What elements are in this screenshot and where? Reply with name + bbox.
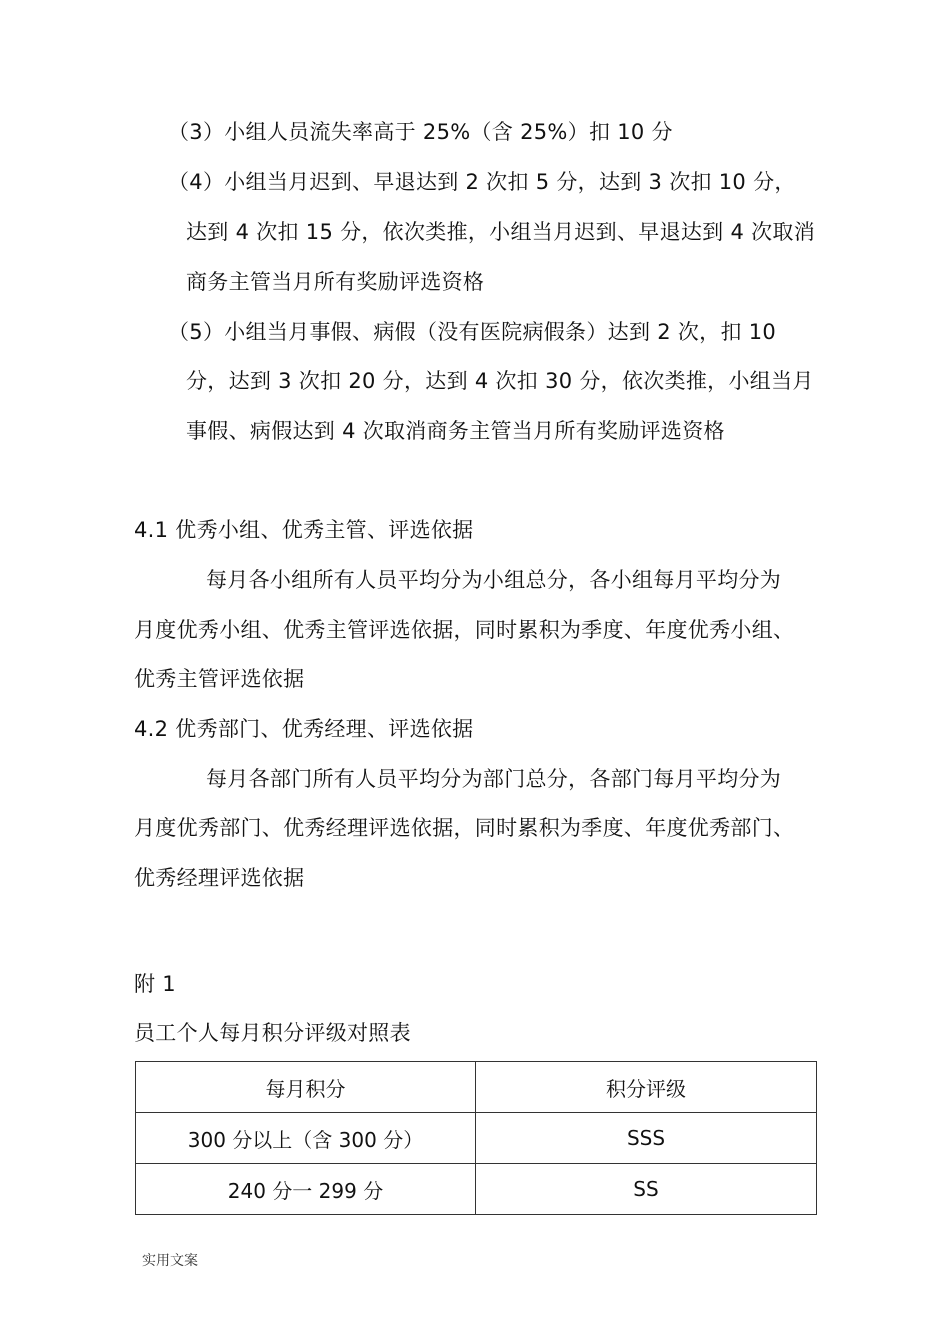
score-rating-table [135, 1061, 817, 1215]
item-5-line-3: 事假、病假达到 4 次取消商务主管当月所有奖励评选资格 [186, 419, 725, 443]
table-title: 员工个人每月积分评级对照表 [134, 1021, 411, 1045]
item-4-line-1: （4）小组当月迟到、早退达到 2 次扣 5 分，达到 3 次扣 10 分， [168, 170, 796, 194]
section-4-2-line-1: 每月各部门所有人员平均分为部门总分，各部门每月平均分为 [206, 767, 782, 791]
item-5-line-1: （5）小组当月事假、病假（没有医院病假条）达到 2 次，扣 10 [168, 320, 777, 344]
page-footer: 实用文案 [142, 1253, 198, 1269]
cell-score: 300 分以上（含 300 分） [136, 1113, 476, 1164]
cell-rating: SSS [476, 1113, 817, 1164]
table-header-row [136, 1062, 817, 1113]
section-4-1-line-3: 优秀主管评选依据 [134, 667, 305, 691]
section-4-1-line-2: 月度优秀小组、优秀主管评选依据，同时累积为季度、年度优秀小组、 [134, 618, 795, 642]
section-4-2-line-3: 优秀经理评选依据 [134, 866, 305, 890]
section-4-2-line-2: 月度优秀部门、优秀经理评选依据，同时累积为季度、年度优秀部门、 [134, 816, 795, 840]
header-score-rating: 积分评级 [476, 1062, 817, 1113]
cell-score: 240 分一 299 分 [136, 1164, 476, 1215]
item-4-line-2: 达到 4 次扣 15 分，依次类推，小组当月迟到、早退达到 4 次取消 [186, 220, 815, 244]
section-4-1-heading: 4.1 优秀小组、优秀主管、评选依据 [134, 518, 474, 542]
section-4-1-line-1: 每月各小组所有人员平均分为小组总分，各小组每月平均分为 [206, 568, 782, 592]
item-4-line-3: 商务主管当月所有奖励评选资格 [186, 270, 485, 294]
header-monthly-score: 每月积分 [136, 1062, 476, 1113]
table-row [136, 1164, 817, 1215]
item-3: （3）小组人员流失率高于 25%（含 25%）扣 10 分 [168, 120, 673, 144]
item-5-line-2: 分，达到 3 次扣 20 分，达到 4 次扣 30 分，依次类推，小组当月 [186, 369, 814, 393]
appendix-label: 附 1 [134, 972, 176, 996]
table-row [136, 1113, 817, 1164]
cell-rating: SS [476, 1164, 817, 1215]
section-4-2-heading: 4.2 优秀部门、优秀经理、评选依据 [134, 717, 474, 741]
